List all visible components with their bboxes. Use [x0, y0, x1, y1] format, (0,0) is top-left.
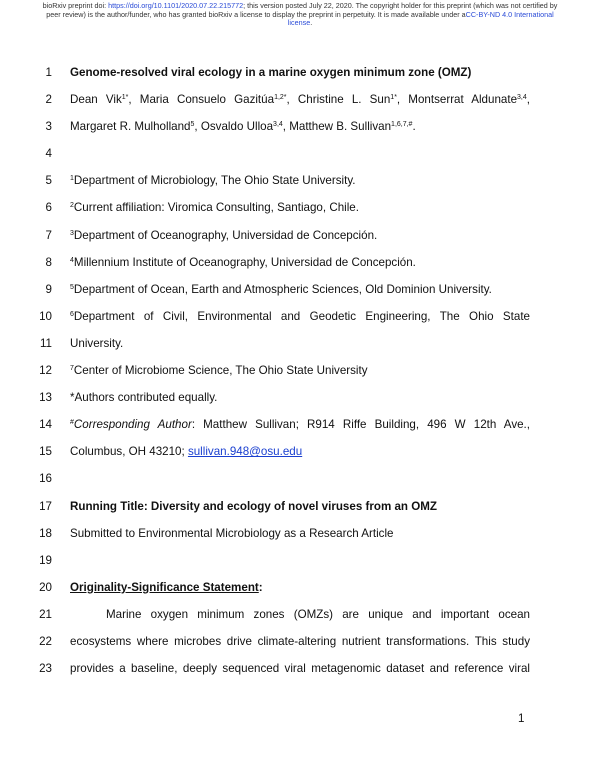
line: [0, 92, 600, 119]
paragraph-line: ecosystems where microbes drive climate-altering nutrient transformations. This study: [70, 634, 530, 648]
line: [0, 65, 600, 92]
author-affil: 3,4: [273, 121, 283, 129]
affil-text: Department of Civil, Environmental and Geodetic Engineering, The Ohio State: [73, 309, 530, 323]
line: [0, 363, 600, 390]
affiliation: [70, 200, 530, 216]
affil-mark: 2: [70, 202, 74, 210]
affil-text: University.: [70, 336, 124, 350]
line: [0, 119, 600, 146]
line: [0, 282, 600, 309]
corr-address: : Matthew Sullivan; R914 Riffe Building, 496 W 12th Ave.,: [191, 418, 531, 432]
affil-text: Department of Ocean, Earth and Atmospheric Sciences, Old Dominion University.: [73, 282, 492, 296]
affil-text: Millennium Institute of Oceanography, Universidad de Concepción.: [73, 255, 416, 269]
line: [0, 173, 600, 200]
line: [0, 444, 600, 471]
author-name: , Christine L. Sun: [286, 93, 391, 107]
affiliation: [70, 255, 530, 271]
line-number: 23: [39, 662, 52, 676]
punct: ,: [526, 93, 530, 107]
affil-text: Department of Oceanography, Universidad de Concepción.: [73, 228, 378, 242]
line: [0, 661, 600, 688]
line-number: 17: [39, 499, 52, 513]
author-name: Margaret R. Mulholland: [70, 120, 191, 134]
submission-note: Submitted to Environmental Microbiology as a Research Article: [70, 526, 394, 540]
affiliation: [70, 363, 530, 379]
line-number: 1: [45, 66, 52, 79]
page-number: 1: [518, 712, 525, 725]
line-number: 14: [39, 418, 52, 432]
author-affil: 5: [190, 121, 195, 129]
punct: :: [258, 580, 263, 594]
line: [0, 607, 600, 634]
author-affil: 1*: [390, 94, 397, 102]
line-number: 15: [39, 445, 52, 459]
email-link[interactable]: sullivan.948@osu.edu: [187, 445, 303, 459]
line-number: 3: [45, 120, 52, 134]
line-number: 19: [39, 553, 52, 567]
affiliation: [70, 173, 530, 189]
header-end: .: [310, 18, 313, 28]
corr-mark: #: [70, 419, 74, 427]
paragraph-text: Marine oxygen minimum zones (OMZs) are unique and important ocean: [106, 607, 530, 621]
preprint-header: [40, 2, 560, 28]
corr-city: Columbus, OH 43210;: [70, 445, 188, 459]
line-number: 8: [45, 255, 52, 269]
line-number: 20: [39, 580, 52, 594]
line: [0, 553, 600, 580]
author-affil: 3,4: [517, 94, 527, 102]
equal-contribution-note: *Authors contributed equally.: [70, 391, 218, 405]
affil-text: Department of Microbiology, The Ohio State University.: [73, 174, 356, 188]
author-affil: 1*: [121, 94, 129, 102]
author-name: , Montserrat Aldunate: [396, 93, 518, 107]
corr-contact: [70, 444, 530, 460]
section-heading: [70, 580, 530, 596]
line: [0, 390, 600, 417]
doi-link[interactable]: https://doi.org/10.1101/2020.07.22.215772: [108, 1, 244, 10]
line: [0, 228, 600, 255]
line-number: 9: [45, 282, 52, 296]
line-number: 12: [39, 364, 52, 378]
line-number: 13: [39, 391, 52, 405]
affil-text: Current affiliation: Viromica Consulting, Santiago, Chile.: [73, 201, 359, 215]
license-link[interactable]: CC-BY-ND 4.0 International license: [287, 9, 554, 28]
section-heading-text: Originality-Significance Statement: [70, 580, 259, 594]
paragraph-line: provides a baseline, deeply sequenced viral metagenomic dataset and reference viral: [70, 662, 530, 676]
author-name: , Maria Consuelo Gazitúa: [128, 93, 275, 107]
affiliation: [70, 309, 530, 325]
affiliation: [70, 282, 530, 298]
header-prefix: bioRxiv preprint doi:: [42, 1, 109, 10]
affil-text: Center of Microbiome Science, The Ohio State University: [73, 364, 368, 378]
line-number: 2: [45, 93, 52, 107]
running-title: Running Title: Diversity and ecology of novel viruses from an OMZ: [70, 499, 437, 513]
line: [0, 309, 600, 336]
line: [0, 499, 600, 526]
author-affil: 1,2*: [274, 94, 287, 102]
author-list: [70, 92, 530, 108]
line-number: 4: [45, 147, 52, 161]
header-mid: ; this version posted July 22, 2020. The copyright holder for this preprint (which was not certified by peer review) is the author/funder, who has granted bioRxiv a license to display the preprint in perpetuity. It is made available under a: [46, 1, 558, 19]
affil-mark: 3: [70, 229, 74, 237]
punct: .: [412, 120, 416, 134]
line-number: 6: [45, 201, 52, 215]
author-name: Dean Vik: [70, 93, 122, 107]
line: [0, 580, 600, 607]
line-number: 10: [39, 309, 52, 323]
manuscript-body: [0, 65, 600, 688]
author-affil: 1,6,7,#: [391, 121, 413, 129]
paper-title: Genome-resolved viral ecology in a marine oxygen minimum zone (OMZ): [70, 66, 472, 79]
line-number: 11: [39, 336, 52, 350]
author-list: [70, 119, 530, 135]
corr-label: Corresponding Author: [73, 418, 192, 432]
author-name: , Matthew B. Sullivan: [282, 120, 392, 134]
line: [0, 200, 600, 227]
affil-mark: 6: [70, 310, 74, 318]
paragraph-line: [70, 607, 530, 623]
affil-mark: 7: [70, 365, 74, 373]
affil-mark: 4: [70, 256, 74, 264]
line-number: 22: [39, 634, 52, 648]
affil-mark: 1: [70, 175, 74, 183]
line: [0, 526, 600, 553]
line: [0, 146, 600, 173]
line: [0, 471, 600, 498]
affil-mark: 5: [70, 283, 74, 291]
line-number: 18: [39, 526, 52, 540]
line-number: 5: [45, 174, 52, 188]
author-name: , Osvaldo Ulloa: [194, 120, 274, 134]
line: [0, 336, 600, 363]
affiliation: [70, 228, 530, 244]
line: [0, 417, 600, 444]
line-number: 16: [39, 472, 52, 486]
line-number: 7: [45, 228, 52, 242]
line: [0, 634, 600, 661]
corresponding-author: [70, 417, 530, 433]
line: [0, 255, 600, 282]
line-number: 21: [39, 607, 52, 621]
